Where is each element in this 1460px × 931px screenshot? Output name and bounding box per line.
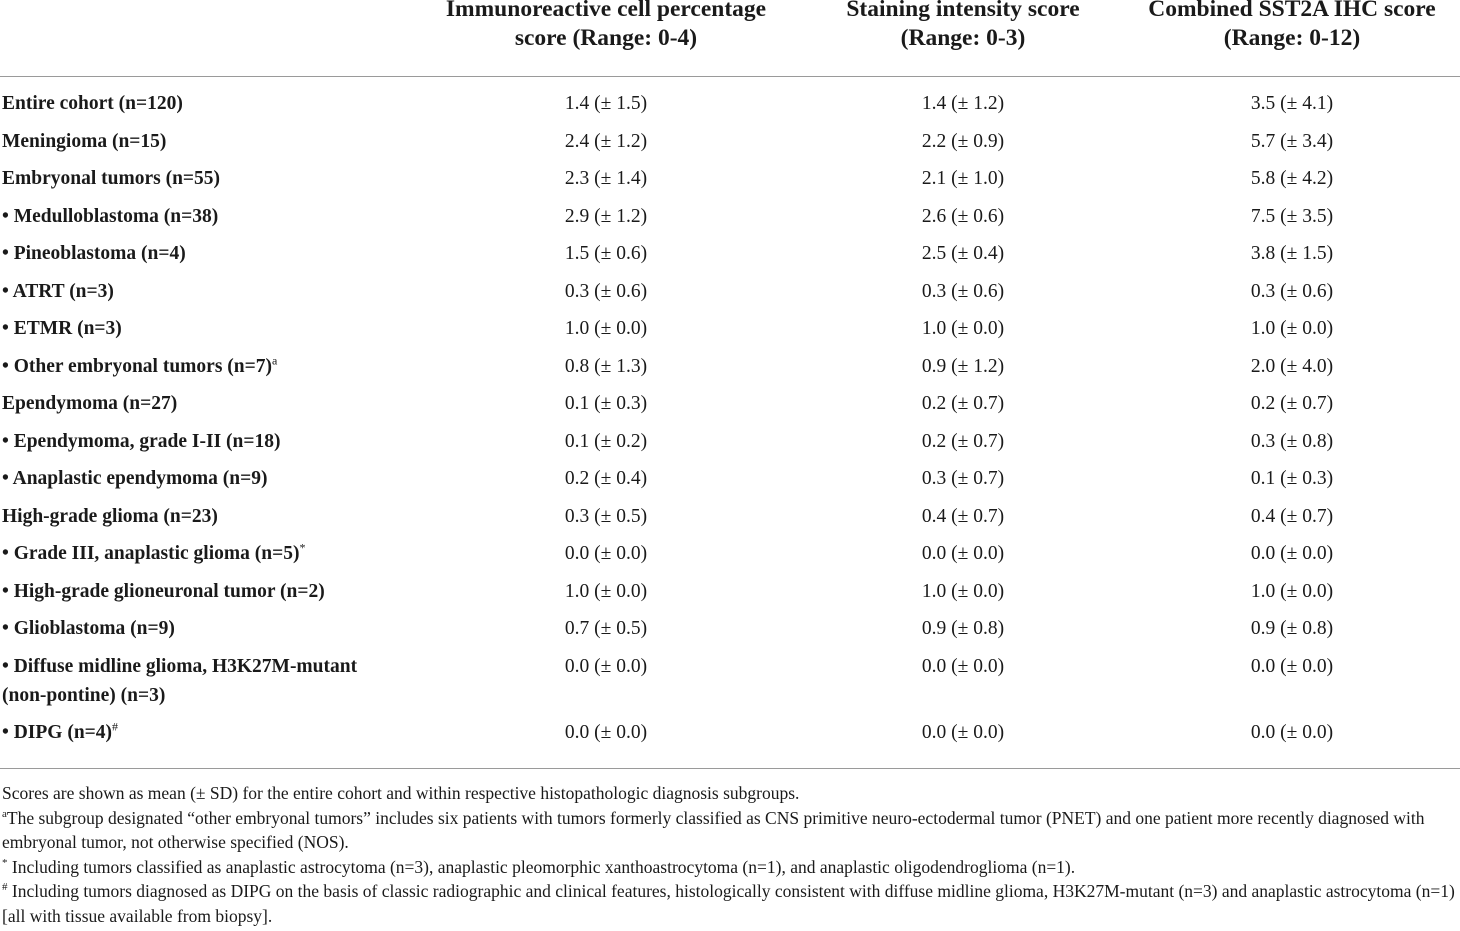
combined-score-cell: 3.5 (± 4.1) <box>1250 93 1334 114</box>
immunoreactive-score-cell: 1.4 (± 1.5) <box>564 93 648 114</box>
row-label <box>2 127 402 156</box>
table-row <box>0 502 1460 540</box>
immunoreactive-score-cell: 1.0 (± 0.0) <box>564 318 648 339</box>
row-label-text: • ETMR (n=3) <box>2 318 122 339</box>
combined-score-cell: 7.5 (± 3.5) <box>1250 205 1334 227</box>
row-label <box>2 314 402 343</box>
row-label-text: • Ependymoma, grade I-II (n=18) <box>2 430 281 452</box>
immunoreactive-score-cell: 2.4 (± 1.2) <box>564 130 648 152</box>
table-row <box>0 164 1460 202</box>
row-label-text: High-grade glioma (n=23) <box>2 505 218 527</box>
footnote-marker: * <box>2 856 8 869</box>
staining-intensity-cell: 0.2 (± 0.7) <box>921 430 1005 452</box>
row-label <box>2 539 402 568</box>
combined-score-cell: 0.2 (± 0.7) <box>1250 393 1334 414</box>
combined-score-cell: 1.0 (± 0.0) <box>1250 580 1334 602</box>
table-row <box>0 464 1460 502</box>
table-row <box>0 539 1460 577</box>
table-row <box>0 652 1460 718</box>
immunoreactive-score-cell: 2.3 (± 1.4) <box>564 168 648 189</box>
staining-intensity-cell: 0.9 (± 1.2) <box>921 355 1005 377</box>
table-row <box>0 277 1460 315</box>
staining-intensity-cell: 0.3 (± 0.6) <box>921 280 1005 302</box>
combined-score-cell: 3.8 (± 1.5) <box>1250 243 1334 264</box>
footnote-marker: a <box>2 807 7 820</box>
immunoreactive-score-cell: 0.8 (± 1.3) <box>564 355 648 377</box>
row-label <box>2 652 402 710</box>
column-header-immunoreactive-score: Immunoreactive cell percentage score (Range: 0-4) <box>445 0 767 51</box>
combined-score-cell: 5.8 (± 4.2) <box>1250 168 1334 189</box>
combined-score-cell: 0.0 (± 0.0) <box>1250 543 1334 564</box>
combined-score-cell: 5.7 (± 3.4) <box>1250 130 1334 152</box>
row-label <box>2 502 402 531</box>
combined-score-cell: 0.0 (± 0.0) <box>1250 721 1334 743</box>
table-row <box>0 127 1460 165</box>
table-row <box>0 614 1460 652</box>
table-header <box>0 0 1460 76</box>
row-label <box>2 89 402 118</box>
staining-intensity-cell: 0.0 (± 0.0) <box>921 543 1005 564</box>
staining-intensity-cell: 0.0 (± 0.0) <box>921 721 1005 743</box>
row-label-text: • Glioblastoma (n=9) <box>2 618 175 639</box>
immunoreactive-score-cell: 0.0 (± 0.0) <box>564 543 648 564</box>
footnote-text: Scores are shown as mean (± SD) for the entire cohort and within respective histopathologic diagnosis subgroups. <box>2 783 800 803</box>
footnote <box>2 781 1458 806</box>
row-label-text: • DIPG (n=4) <box>2 721 113 743</box>
staining-intensity-cell: 1.4 (± 1.2) <box>921 93 1005 114</box>
combined-score-cell: 0.9 (± 0.8) <box>1250 618 1334 639</box>
footnote <box>2 806 1458 855</box>
row-label-text: • ATRT (n=3) <box>2 280 114 302</box>
staining-intensity-cell: 0.3 (± 0.7) <box>921 468 1005 489</box>
row-label-text: Embryonal tumors (n=55) <box>2 168 221 189</box>
table-row <box>0 202 1460 240</box>
row-label-text: • Diffuse midline glioma, H3K27M-mutant (non-pontine) (n=3) <box>2 655 358 706</box>
row-label <box>2 718 402 747</box>
immunoreactive-score-cell: 0.1 (± 0.2) <box>564 430 648 452</box>
table-row <box>0 239 1460 277</box>
combined-score-cell: 2.0 (± 4.0) <box>1250 355 1334 377</box>
table-row <box>0 718 1460 756</box>
table-row <box>0 389 1460 427</box>
row-label <box>2 427 402 456</box>
combined-score-cell: 1.0 (± 0.0) <box>1250 318 1334 339</box>
row-label <box>2 577 402 606</box>
row-label-text: • High-grade glioneuronal tumor (n=2) <box>2 580 325 602</box>
row-label <box>2 164 402 193</box>
footnote-marker: * <box>299 540 306 555</box>
table-row <box>0 577 1460 615</box>
staining-intensity-cell: 2.2 (± 0.9) <box>921 130 1005 152</box>
immunoreactive-score-cell: 1.0 (± 0.0) <box>564 580 648 602</box>
immunoreactive-score-cell: 2.9 (± 1.2) <box>564 205 648 227</box>
table-row <box>0 352 1460 390</box>
staining-intensity-cell: 0.9 (± 0.8) <box>921 618 1005 639</box>
row-label-text: • Pineoblastoma (n=4) <box>2 243 186 264</box>
staining-intensity-cell: 0.0 (± 0.0) <box>921 655 1005 677</box>
row-label <box>2 352 402 381</box>
column-header-staining-intensity: Staining intensity score (Range: 0-3) <box>846 0 1080 51</box>
combined-score-cell: 0.3 (± 0.6) <box>1250 280 1334 302</box>
immunoreactive-score-cell: 0.3 (± 0.6) <box>564 280 648 302</box>
footnote <box>2 879 1458 928</box>
table-footnotes <box>2 781 1458 928</box>
staining-intensity-cell: 0.2 (± 0.7) <box>921 393 1005 414</box>
staining-intensity-cell: 1.0 (± 0.0) <box>921 580 1005 602</box>
table-row <box>0 314 1460 352</box>
staining-intensity-cell: 0.4 (± 0.7) <box>921 505 1005 527</box>
table-body <box>0 89 1460 755</box>
immunoreactive-score-cell: 0.0 (± 0.0) <box>564 655 648 677</box>
staining-intensity-cell: 2.1 (± 1.0) <box>921 168 1005 189</box>
combined-score-cell: 0.1 (± 0.3) <box>1250 468 1334 489</box>
row-label-text: Entire cohort (n=120) <box>2 93 183 114</box>
row-label <box>2 614 402 643</box>
header-divider <box>0 76 1460 77</box>
row-label <box>2 464 402 493</box>
footnote-marker: a <box>271 353 278 367</box>
footnote-marker: # <box>112 719 119 733</box>
immunoreactive-score-cell: 1.5 (± 0.6) <box>564 243 648 264</box>
row-label-text: • Grade III, anaplastic glioma (n=5) <box>2 543 300 564</box>
column-header-combined-score: Combined SST2A IHC score (Range: 0-12) <box>1148 0 1436 51</box>
staining-intensity-cell: 1.0 (± 0.0) <box>921 318 1005 339</box>
immunoreactive-score-cell: 0.3 (± 0.5) <box>564 505 648 527</box>
table-row <box>0 89 1460 127</box>
row-label-text: • Anaplastic ependymoma (n=9) <box>2 468 268 489</box>
immunoreactive-score-cell: 0.7 (± 0.5) <box>564 618 648 639</box>
footnote-marker: # <box>2 881 8 894</box>
combined-score-cell: 0.0 (± 0.0) <box>1250 655 1334 677</box>
staining-intensity-cell: 2.6 (± 0.6) <box>921 205 1005 227</box>
footnote-text: Including tumors classified as anaplastic astrocytoma (n=3), anaplastic pleomorphic xanthoastrocytoma (n=1), and anaplastic oligodendroglioma (n=1). <box>7 856 1076 877</box>
combined-score-cell: 0.3 (± 0.8) <box>1250 430 1334 452</box>
row-label-text: • Medulloblastoma (n=38) <box>2 205 219 227</box>
footnote-text: Including tumors diagnosed as DIPG on the basis of classic radiographic and clinical features, histologically consistent with diffuse midline glioma, H3K27M-mutant (n=3) and anaplastic astrocytoma (n=1) [all with tissue available from biopsy]. <box>2 881 1455 926</box>
row-label <box>2 389 402 418</box>
staining-intensity-cell: 2.5 (± 0.4) <box>921 243 1005 264</box>
combined-score-cell: 0.4 (± 0.7) <box>1250 505 1334 527</box>
footnote <box>2 855 1458 880</box>
row-label <box>2 239 402 268</box>
row-label-text: Ependymoma (n=27) <box>2 393 178 414</box>
row-label-text: Meningioma (n=15) <box>2 130 167 152</box>
immunoreactive-score-cell: 0.0 (± 0.0) <box>564 721 648 743</box>
row-label <box>2 277 402 306</box>
table-row <box>0 427 1460 465</box>
immunoreactive-score-cell: 0.1 (± 0.3) <box>564 393 648 414</box>
row-label-text: • Other embryonal tumors (n=7) <box>2 355 272 377</box>
footer-divider <box>0 768 1460 769</box>
row-label <box>2 202 402 231</box>
footnote-text: The subgroup designated “other embryonal tumors” includes six patients with tumors formerly classified as CNS primitive neuro-ectodermal tumor (PNET) and one patient more recently diagnosed with embryonal tumor, not otherwise specified (NOS). <box>2 807 1425 852</box>
immunoreactive-score-cell: 0.2 (± 0.4) <box>564 468 648 489</box>
